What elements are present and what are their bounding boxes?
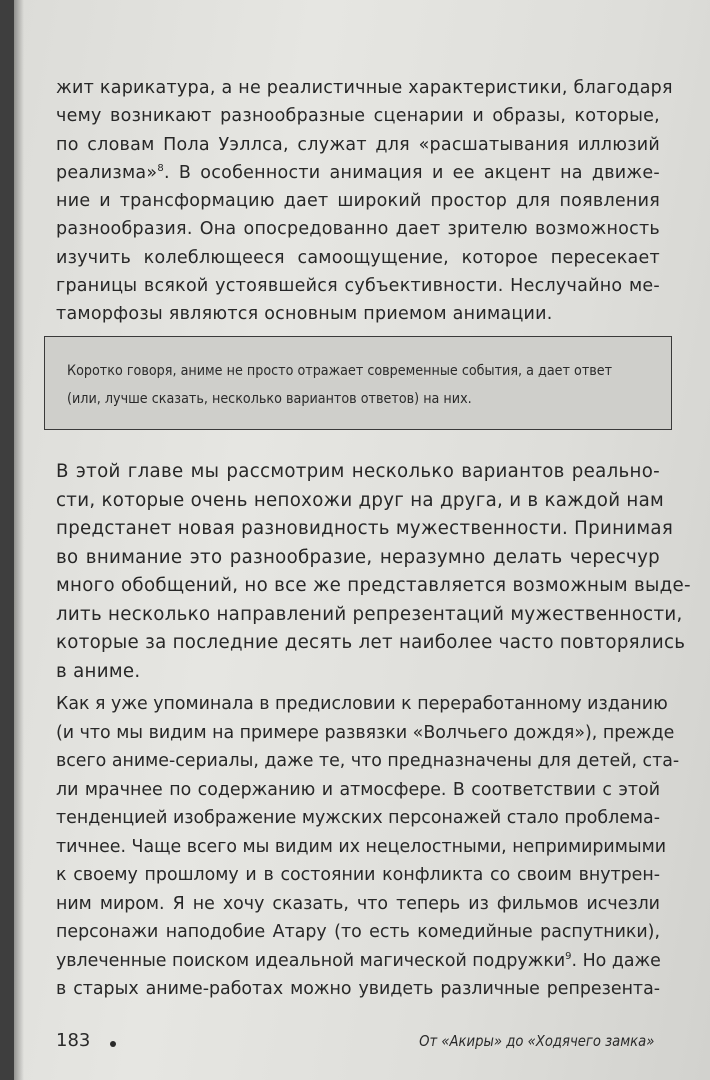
text-fragment: увлеченные поиском идеальной магической подружки xyxy=(56,950,566,971)
text-line: В этой главе мы рассмотрим несколько вариантов реально- xyxy=(56,461,660,482)
callout-text xyxy=(67,357,613,413)
footnote-marker: 8 xyxy=(157,163,164,175)
text-line: ние и трансформацию дает широкий простор для появления xyxy=(56,191,660,212)
text-line: которые за последние десять лет наиболее часто повторялись xyxy=(56,632,686,653)
paragraph-1 xyxy=(56,74,673,329)
callout-line: Коротко говоря, аниме не просто отражает современные события, а дает ответ xyxy=(67,363,613,379)
callout-line: (или, лучше сказать, несколько вариантов ответов) на них. xyxy=(67,391,472,407)
text-line: в аниме. xyxy=(56,660,141,682)
text-line: всего аниме-сериалы, даже те, что предназначены для детей, ста- xyxy=(56,751,680,771)
footnote-marker: 9 xyxy=(565,950,572,962)
text-line: жит карикатура, а не реалистичные характеристики, благодаря xyxy=(56,78,673,98)
text-line: ним миром. Я не хочу сказать, что теперь из фильмов исчезли xyxy=(56,893,660,914)
text-line: тенденцией изображение мужских персонажей стало проблема- xyxy=(56,808,660,828)
text-line: таморфозы являются основным приемом анимации. xyxy=(56,304,553,325)
text-line: чему возникают разнообразные сценарии и образы, которые, xyxy=(56,106,660,127)
page-number: 183 xyxy=(56,1030,91,1051)
text-fragment: . В особенности анимация и ее акцент на движе- xyxy=(163,162,660,183)
text-fragment: . Но даже xyxy=(571,950,661,971)
running-title: От «Акиры» до «Ходячего замка» xyxy=(418,1032,654,1050)
text-line: во внимание это разнообразие, неразумно делать чересчур xyxy=(56,546,660,568)
text-line: тичнее. Чаще всего мы видим их нецелостными, непримиримыми xyxy=(56,836,667,857)
paragraph-2 xyxy=(56,458,691,686)
text-line: Как я уже упоминала в предисловии к переработанному изданию xyxy=(56,694,668,714)
text-line: разнообразия. Она опосредованно дает зрителю возможность xyxy=(56,219,660,240)
text-line: изучить колеблющееся самоощущение, которое пересекает xyxy=(56,247,660,268)
book-page xyxy=(14,0,710,1080)
text-line: в старых аниме-работах можно увидеть различные репрезента- xyxy=(56,979,660,999)
bullet-icon xyxy=(110,1041,116,1047)
text-line: много обобщений, но все же представляется возможным выде- xyxy=(56,575,691,596)
text-line: предстанет новая разновидность мужественности. Принимая xyxy=(56,518,674,539)
text-line xyxy=(56,947,660,976)
text-line: к своему прошлому и в состоянии конфликта со своим внутрен- xyxy=(56,865,660,885)
text-line: по словам Пола Уэллса, служат для «расшатывания иллюзий xyxy=(56,134,660,155)
text-line: персонажи наподобие Атару (то есть комедийные распутники), xyxy=(56,922,660,942)
paragraph-3 xyxy=(56,690,680,1004)
text-line xyxy=(56,159,660,187)
page-edge-shadow xyxy=(14,0,24,1080)
text-line: сти, которые очень непохожи друг на друга, и в каждой нам xyxy=(56,489,665,511)
text-line: (и что мы видим на примере развязки «Волчьего дождя»), прежде xyxy=(56,722,675,743)
text-fragment: реализма» xyxy=(56,162,158,183)
text-line: границы всякой устоявшейся субъективности. Неслучайно ме- xyxy=(56,276,660,297)
callout-box xyxy=(44,336,672,430)
text-line: ли мрачнее по содержанию и атмосфере. В соответствии с этой xyxy=(56,779,660,800)
text-line: лить несколько направлений репрезентаций мужественности, xyxy=(56,603,683,625)
